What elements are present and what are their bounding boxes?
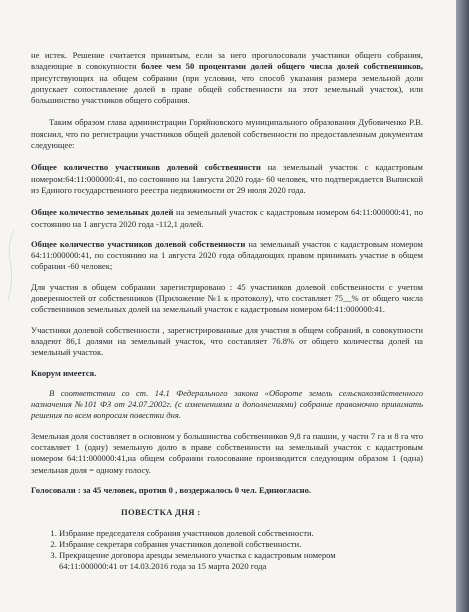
italic-text: В соответствии со ст. 14.1 Федерального закона «Обороте земель сельскохозяйственного назначения №101 ФЗ от 24.07.2002г. (с изменениями и дополнениями) собрание правомочно принимать решения по всем вопросам повестки дня. [31, 387, 423, 421]
agenda-item: 2. Избрание секретаря собрания участников долевой собственности. [59, 539, 423, 550]
bold-text: Общее количество земельных долей [31, 207, 174, 218]
paragraph-total-shares [31, 207, 423, 230]
paragraph-registration-intro: Таким образом глава администрации Горяйновского муниципального образования Дубовиченко Р.В. пояснил, что по регистрации участников общей долевой собственности по предоставленным документам следующее: [31, 117, 423, 151]
paragraph-text: не истек. Решение считается принятым, если за него проголосовали участники общего собрания, владеющие в совокупности [31, 50, 423, 72]
vote-result-text: Голосовали : за 45 человек, против 0 , воздержалось 0 чел. Единогласно. [31, 484, 312, 495]
agenda-list [31, 528, 423, 562]
paragraph-voting-method: Земельная доля составляет в основном у большинства собственников 9,8 га пашни, у части 7 га и 8 га что составляет 1 (одну) земельную долю в праве собственности на земельный участок с кадастровым номером 64:11:000000:41,на общем собрании голосование производится следующим образом 1 (одна) земельная доля = одному голосу. [31, 430, 423, 475]
paragraph-eligible-participants [31, 239, 423, 273]
paragraph-text: на земельный участок с кадастровым номером 64:11:000000:41, по состоянию на 1 августа 2020 года -112,1 долей. [31, 207, 423, 229]
paragraph-text: на земельный участок с кадастровым номером 64:11:000000:41, по состоянию на 1 августа 2020 года обладающих правом принимать участие в общем собрании -60 человек; [31, 238, 423, 272]
agenda-item: 1. Избрание председателя собрания участников долевой собственности. [59, 528, 423, 539]
bold-text: более чем 50 процентами долей общего числа долей собственников, [141, 61, 423, 72]
quorum-heading [31, 368, 423, 379]
paragraph-registered: Для участия в общем собрании зарегистрировано : 45 участников долевой собственности с учетом доверенностей от собственников (Приложение №1 к протоколу), что составляет 75__% от общего числа собственников земельных долей на земельный участок с кадастровым номером 64:11:000000:41. [31, 281, 423, 315]
page-edge-shadow [456, 0, 469, 612]
bold-text: Общее количество участников долевой собственности [31, 238, 246, 249]
paragraph-total-participants [31, 162, 423, 196]
vote-result [31, 485, 423, 496]
bold-text: Общее количество участников долевой собственности [31, 162, 261, 173]
paragraph-decision-rule [31, 50, 423, 106]
quorum-text: Кворум имеется. [31, 367, 97, 378]
paragraph-text: присутствующих на общем собрании (при условии, что способ указания размера земельной доли допускает сопоставление долей в праве общей собственности на этот земельный участок), или большинство участников общего собрания. [31, 72, 423, 106]
document-body [31, 50, 423, 573]
agenda-item-continuation: 64:11:000000:41 от 14.03.2016 года за 15 марта 2020 года [59, 561, 267, 572]
agenda-item: 3. Прекращение договора аренды земельного участка с кадастровым номером [59, 550, 423, 561]
agenda-title: ПОВЕСТКА ДНЯ : [121, 507, 201, 518]
paragraph-law-reference [31, 388, 423, 422]
paragraph-shares-owned: Участники долевой собственности , зарегистрированные для участия в общем собраний, в совокупности владеют 86,1 долями на земельный участок, что составляет 76.8% от общего количества долей на земельный участок. [31, 324, 423, 358]
paragraph-text: на земельный участок с кадастровым номером:64:11:000000:41, по состоянию на 1августа 2020 года- 60 человек, что подтверждается Выпиской из Единого государственного реестра недвижимости от 29 июля 2020 года. [31, 162, 423, 195]
